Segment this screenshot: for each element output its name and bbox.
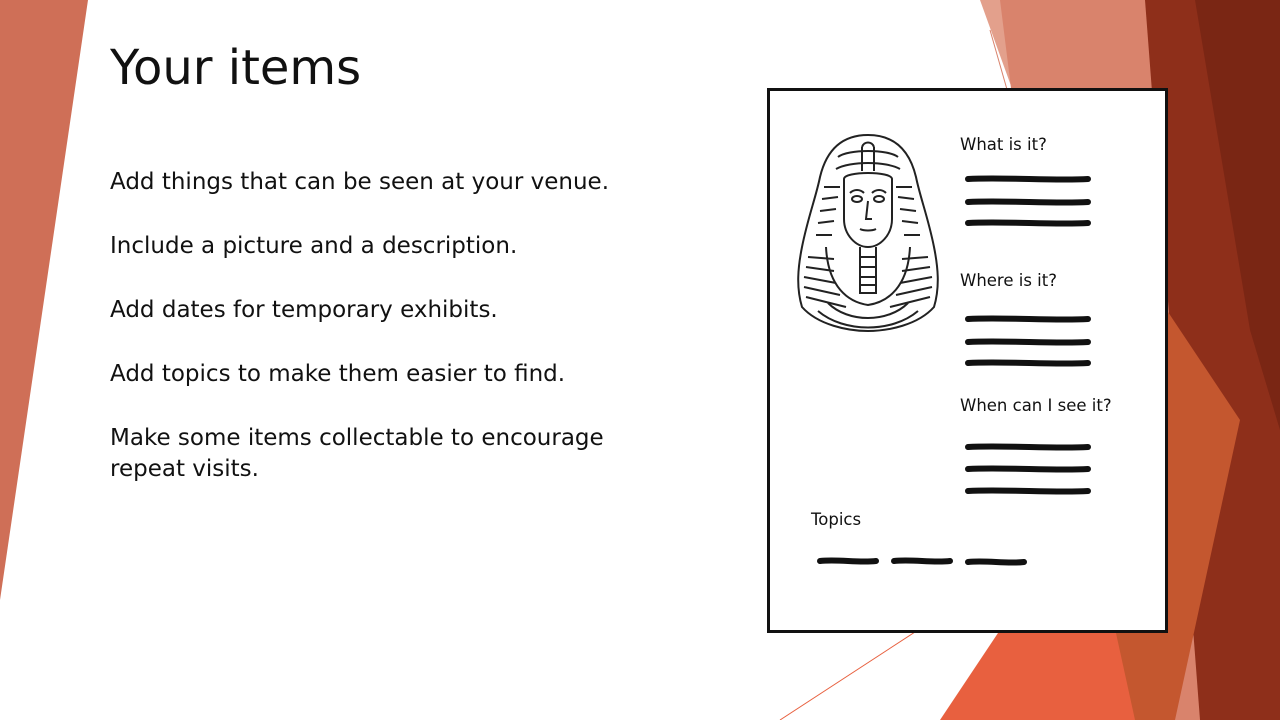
when-text-placeholder	[964, 439, 1094, 499]
thin-line-bottom	[780, 632, 915, 720]
what-label: What is it?	[960, 135, 1047, 154]
when-label: When can I see it?	[960, 396, 1112, 415]
where-label: Where is it?	[960, 271, 1057, 290]
bullet-item: Add things that can be seen at your venue.	[110, 169, 610, 195]
bullet-list	[110, 167, 670, 518]
bullet-item: Include a picture and a description.	[110, 233, 518, 259]
topics-label: Topics	[811, 510, 862, 529]
topics-placeholder	[816, 551, 1036, 571]
pharaoh-mask-icon	[788, 127, 948, 332]
slide-title: Your items	[110, 40, 362, 96]
left-accent-shape	[0, 0, 88, 600]
item-card-mockup	[767, 88, 1168, 633]
bullet-item: Add topics to make them easier to find.	[110, 361, 566, 387]
what-text-placeholder	[964, 171, 1094, 231]
bullet-item: Make some items collectable to encourage repeat visits.	[110, 425, 604, 482]
where-text-placeholder	[964, 311, 1094, 371]
bullet-item: Add dates for temporary exhibits.	[110, 297, 498, 323]
